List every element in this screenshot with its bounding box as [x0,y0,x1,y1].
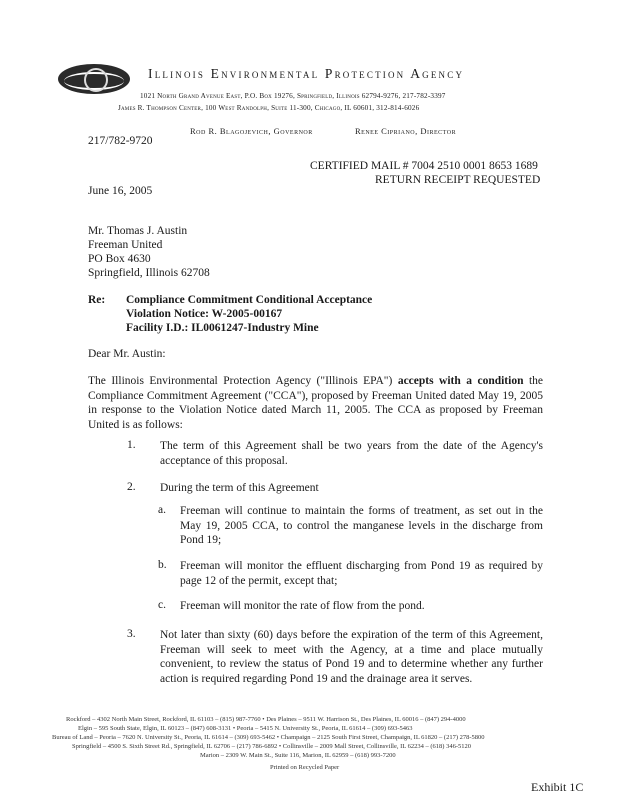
item-3-number: 3. [127,628,136,640]
footer-line-2: Elgin – 595 South State, Elgin, IL 60123 – (847) 608-3131 • Peoria – 5415 N. University St., Peoria, IL 61614 – (309) 693-5463 [78,725,413,732]
subitem-b-letter: b. [158,559,167,571]
subitem-a-text: Freeman will continue to maintain the forms of treatment, as set out in the May 19, 2005 CCA, to control the manganese levels in the discharge from Pond 19; [180,505,543,546]
recipient-name: Mr. Thomas J. Austin [88,225,188,237]
subitem-a-letter: a. [158,504,166,516]
salutation: Dear Mr. Austin: [88,348,166,360]
return-receipt-notice: RETURN RECEIPT REQUESTED [375,174,541,186]
item-3-text: Not later than sixty (60) days before the expiration of the term of this Agreement, Freeman will seek to meet with the Agency, at a time and place mutually convenient, to review the status of Pond 19 and to determine whether any further action is required regarding Pond 19 and the drainage area it serves. [160,629,543,685]
recipient-company: Freeman United [88,239,163,251]
re-facility-id: Facility I.D.: IL0061247-Industry Mine [126,322,319,334]
recipient-city: Springfield, Illinois 62708 [88,267,210,279]
letter-date: June 16, 2005 [88,185,153,197]
re-subject: Compliance Commitment Conditional Acceptance [126,294,373,306]
subitem-c-letter: c. [158,599,166,611]
exhibit-label: Exhibit 1C [531,780,584,794]
re-label: Re: [88,294,106,306]
footer-line-1: Rockford – 4302 North Main Street, Rockford, IL 61103 – (815) 987-7760 • Des Plaines – 9511 W. Harrison St., Des Plaines, IL 60016 – (847) 294-4000 [66,716,466,723]
re-violation-notice: Violation Notice: W-2005-00167 [126,308,283,320]
agency-seal-logo [58,64,130,94]
agency-name: Illinois Environmental Protection Agency [148,66,465,81]
address-line-springfield: 1021 North Grand Avenue East, P.O. Box 19276, Springfield, Illinois 62794-9276, 217-782-3397 [140,92,446,100]
subitem-c-text: Freeman will monitor the rate of flow from the pond. [180,600,425,612]
footer-line-4: Springfield – 4500 S. Sixth Street Rd., Springfield, IL 62706 – (217) 786-6892 • Collinsville – 2009 Mall Street, Collinsville, IL 62234 – (618) 346-5120 [72,743,471,750]
recycled-paper-note: Printed on Recycled Paper [270,764,340,771]
item-1-text: The term of this Agreement shall be two years from the date of the Agency's acceptance of this proposal. [160,440,543,467]
footer-line-5: Marion – 2309 W. Main St., Suite 116, Marion, IL 62959 – (618) 993-7200 [200,752,396,759]
recipient-po-box: PO Box 4630 [88,253,151,265]
intro-bold: accepts with a condition [397,375,524,387]
item-2-number: 2. [127,481,136,493]
address-line-chicago: James R. Thompson Center, 100 West Randolph, Suite 11-300, Chicago, IL 60601, 312-814-6026 [118,104,420,112]
intro-paragraph [88,374,543,432]
certified-mail-number: CERTIFIED MAIL # 7004 2510 0001 8653 1689 [310,160,538,172]
phone-number: 217/782-9720 [88,135,153,147]
governor-name: Rod R. Blagojevich, Governor [190,126,313,136]
footer-line-3: Bureau of Land – Peoria – 7620 N. University St., Peoria, IL 61614 – (309) 693-5462 • Champaign – 2125 South First Street, Champaign, IL 61820 – (217) 278-5800 [52,734,485,741]
intro-text-1: The Illinois Environmental Protection Agency ("Illinois EPA") [88,375,398,387]
subitem-b-text: Freeman will monitor the effluent discharging from Pond 19 as required by page 12 of the permit, except that; [180,560,543,587]
item-1-number: 1. [127,439,136,451]
director-name: Renee Cipriano, Director [355,126,457,136]
item-2-text: During the term of this Agreement [160,482,319,494]
intro-text-2: the Compliance Commitment Agreement ("CCA"), proposed by Freeman United dated May 19, 2005 in response to the Violation Notice dated March 11, 2005. The CCA as proposed by Freeman United is as follows: [88,375,544,431]
